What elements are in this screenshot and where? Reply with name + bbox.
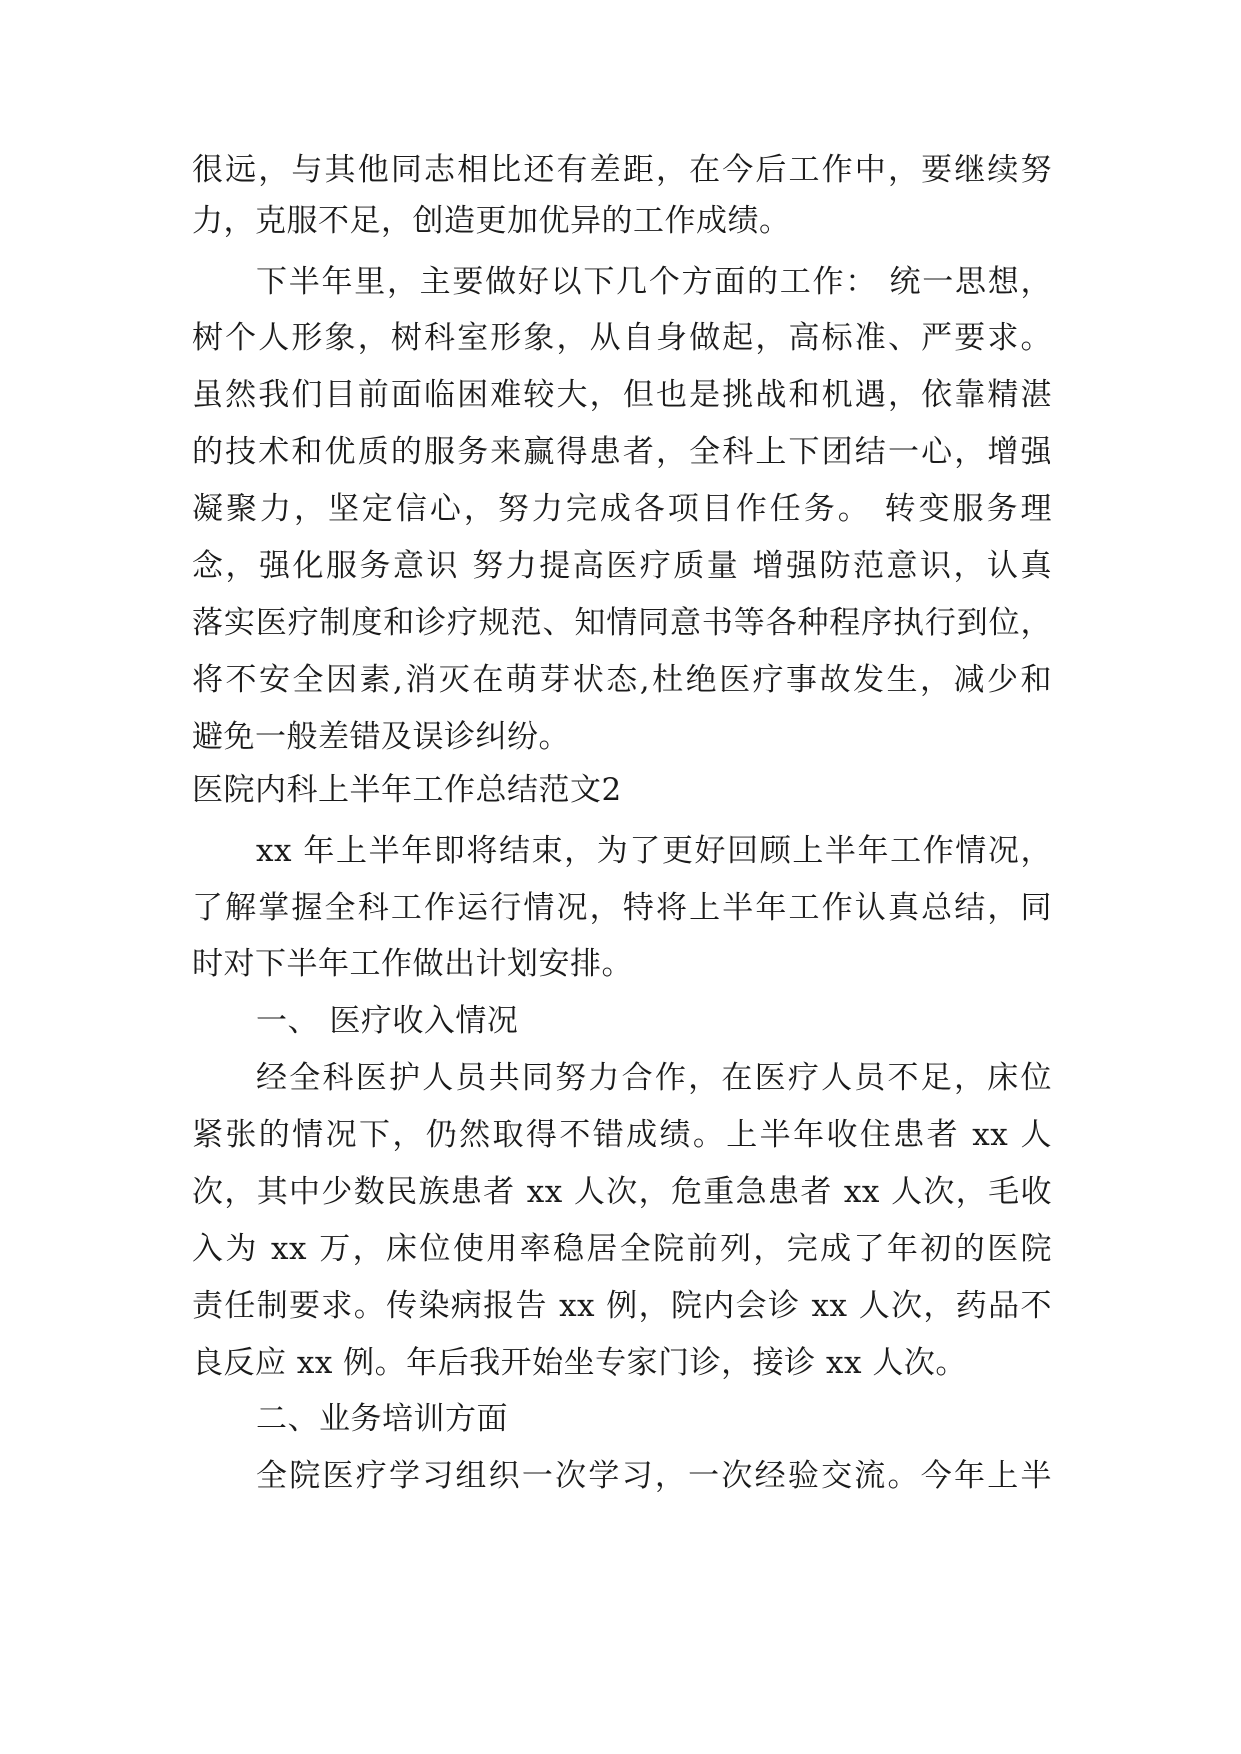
text-line: 避免一般差错及误诊纠纷。 bbox=[192, 719, 570, 755]
text-line: 念，强化服务意识 努力提高医疗质量 增强防范意识，认真 bbox=[192, 548, 1052, 584]
text-line: 力，克服不足，创造更加优异的工作成绩。 bbox=[192, 203, 791, 239]
text-line: 虽然我们目前面临困难较大，但也是挑战和机遇，依靠精湛 bbox=[192, 377, 1052, 413]
text-line: 的技术和优质的服务来赢得患者，全科上下团结一心，增强 bbox=[192, 434, 1052, 470]
text-line: 时对下半年工作做出计划安排。 bbox=[192, 946, 633, 982]
paragraph-start-line: 全院医疗学习组织一次学习，一次经验交流。今年上半 bbox=[256, 1458, 1052, 1494]
text-line: 凝聚力，坚定信心，努力完成各项目作任务。 转变服务理 bbox=[192, 491, 1052, 527]
text-line: 将不安全因素,消灭在萌芽状态,杜绝医疗事故发生，减少和 bbox=[192, 662, 1052, 698]
section-heading-1: 一、 医疗收入情况 bbox=[256, 1003, 519, 1039]
paragraph-start-line: 经全科医护人员共同努力合作，在医疗人员不足，床位 bbox=[256, 1060, 1052, 1096]
paragraph-start-line: 下半年里，主要做好以下几个方面的工作： 统一思想， bbox=[256, 264, 1052, 300]
section-title: 医院内科上半年工作总结范文2 bbox=[192, 772, 622, 808]
text-line: 紧张的情况下，仍然取得不错成绩。上半年收住患者 xx 人 bbox=[192, 1117, 1052, 1153]
text-line: 良反应 xx 例。年后我开始坐专家门诊，接诊 xx 人次。 bbox=[192, 1345, 967, 1381]
text-line: 了解掌握全科工作运行情况，特将上半年工作认真总结，同 bbox=[192, 890, 1052, 926]
section-heading-2: 二、业务培训方面 bbox=[256, 1401, 508, 1437]
text-line: 树个人形象，树科室形象，从自身做起，高标准、严要求。 bbox=[192, 320, 1052, 356]
text-line: 入为 xx 万，床位使用率稳居全院前列，完成了年初的医院 bbox=[192, 1231, 1052, 1267]
text-line: 次，其中少数民族患者 xx 人次，危重急患者 xx 人次，毛收 bbox=[192, 1174, 1052, 1210]
paragraph-start-line: xx 年上半年即将结束，为了更好回顾上半年工作情况， bbox=[256, 833, 1052, 869]
text-line: 责任制要求。传染病报告 xx 例，院内会诊 xx 人次，药品不 bbox=[192, 1288, 1052, 1324]
text-line: 很远，与其他同志相比还有差距，在今后工作中，要继续努 bbox=[192, 152, 1052, 188]
text-line: 落实医疗制度和诊疗规范、知情同意书等各种程序执行到位， bbox=[192, 605, 1052, 641]
